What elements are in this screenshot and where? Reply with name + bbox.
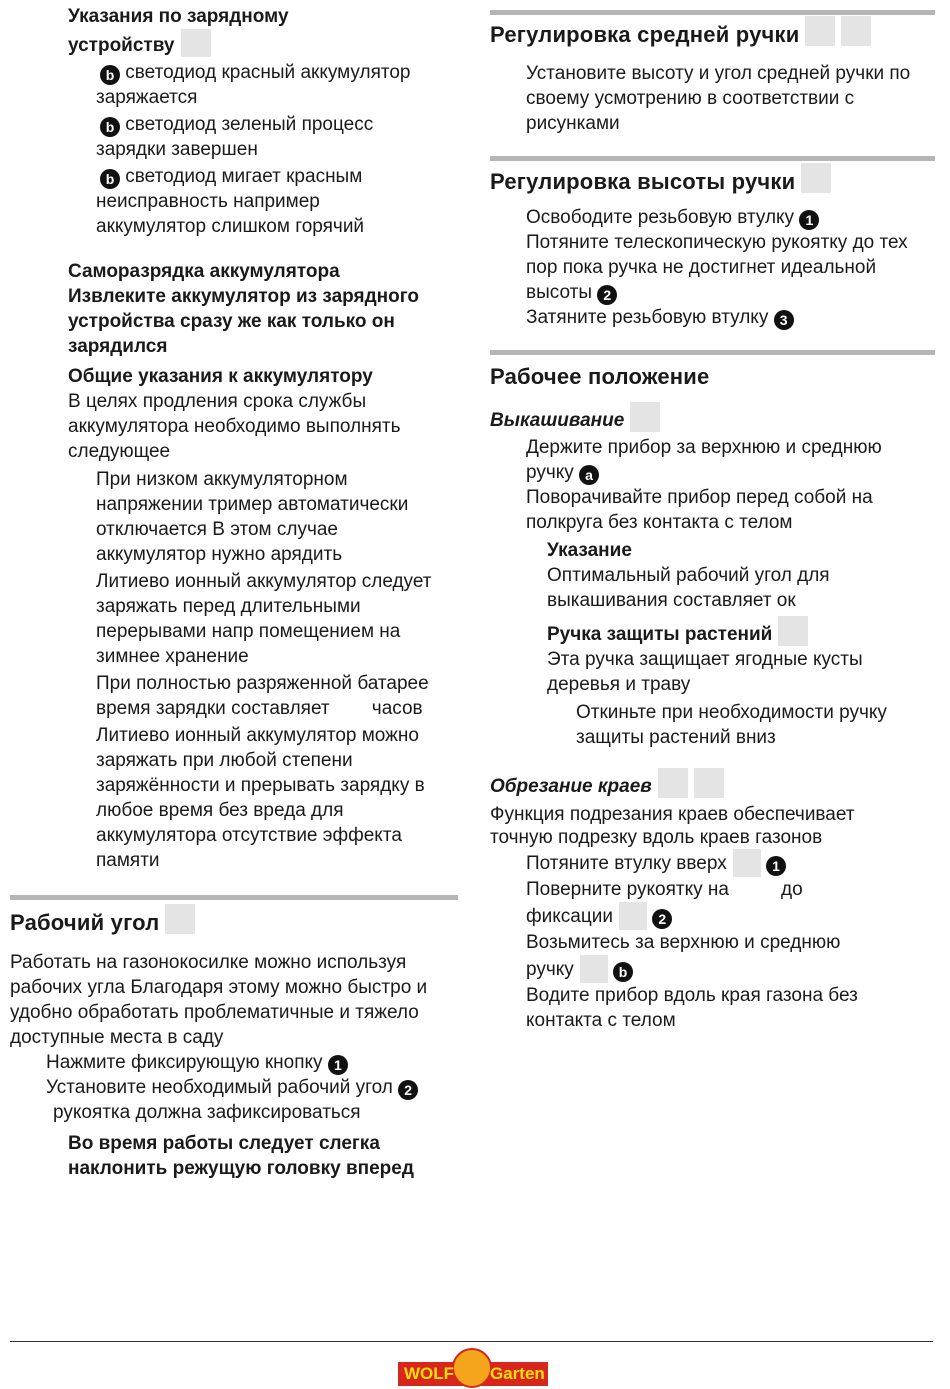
figure-ref-placeholder [658, 768, 688, 798]
battery-item-2: Литиево ионный аккумулятор следует заряжать перед длительными перерывами напр помещением на зимнее хранение [96, 571, 432, 667]
self-discharge-block: Саморазрядка аккумулятора Извлеките аккумулятор из зарядного устройства сразу же как только он зарядился [68, 261, 419, 357]
badge-2-icon: 2 [398, 1080, 418, 1100]
edge-step-1: Потяните втулку вверх 1 [490, 849, 935, 877]
wolf-garten-logo [398, 1348, 548, 1388]
figure-ref-placeholder [841, 16, 871, 46]
angle-note: Во время работы следует слегка наклонить режущую головку вперед [68, 1133, 414, 1179]
battery-item-1: При низком аккумуляторном напряжении тример автоматически отключается В этом случае аккумулятор нужно арядить [96, 469, 409, 565]
wolf-head-icon [452, 1348, 492, 1388]
logo-text-right: Garten [490, 1364, 545, 1383]
charger-title-line-1: Указания по зарядному [68, 6, 289, 27]
subsection-title-edging: Обрезание краев [490, 768, 935, 799]
badge-b-icon: b [100, 117, 120, 137]
figure-ref-placeholder [165, 904, 195, 934]
battery-intro: В целях продления срока службы аккумулятора необходимо выполнять следующее [68, 391, 401, 462]
badge-b-icon: b [613, 962, 633, 982]
mow-step-1-last: ручку a [490, 460, 935, 485]
figure-ref-placeholder [733, 849, 761, 877]
badge-2-icon: 2 [652, 909, 672, 929]
battery-item-4: Литиево ионный аккумулятор можно заряжать при любой степени заряжённости и прерывать зарядку в любое время без вреда для аккумулятора отсутствие эффекта памяти [96, 725, 425, 871]
section-title-work-position: Рабочее положение [490, 364, 710, 389]
badge-b-icon: b [100, 65, 120, 85]
badge-b-icon: b [100, 169, 120, 189]
edge-step-2-cont: фиксации 2 [490, 902, 935, 930]
left-column [10, 0, 458, 1181]
figure-ref-placeholder [619, 902, 647, 930]
badge-a-icon: a [579, 465, 599, 485]
height-step-3: Затяните резьбовую втулку 3 [490, 305, 935, 330]
section-title-mid-handle: Регулировка средней ручки [490, 16, 935, 50]
edge-step-2: Поверните рукоятку на до [526, 879, 803, 900]
mid-handle-text: Установите высоту и угол средней ручки по своему усмотрению в соответствии с рисунками [526, 63, 911, 134]
subsection-title-mowing: Выкашивание [490, 402, 935, 433]
badge-1-icon: 1 [799, 210, 819, 230]
angle-step-2-cont: рукоятка должна зафиксироваться [53, 1102, 361, 1123]
angle-step-1: Нажмите фиксирующую кнопку 1 [10, 1050, 458, 1075]
section-title-angle: Рабочий угол [10, 904, 458, 938]
badge-1-icon: 1 [766, 856, 786, 876]
footer-divider [10, 1341, 933, 1342]
figure-ref-placeholder [801, 163, 831, 193]
charger-item-3: b светодиод мигает красным неисправность например аккумулятор слишком горячий [96, 166, 365, 237]
figure-ref-placeholder [778, 616, 808, 646]
badge-1-icon: 1 [328, 1055, 348, 1075]
figure-ref-placeholder [694, 768, 724, 798]
section-title-height: Регулировка высоты ручки [490, 163, 935, 197]
hint-title: Указание [547, 540, 632, 561]
logo-text-left: WOLF [404, 1364, 455, 1383]
guard-title: Ручка защиты растений [490, 616, 935, 647]
battery-title: Общие указания к аккумулятору [68, 366, 373, 387]
figure-ref-placeholder [805, 16, 835, 46]
edge-step-3-last: ручку b [490, 955, 935, 983]
figure-ref-placeholder [630, 402, 660, 432]
right-column: Регулировка средней ручки Установите высоту и угол средней ручки по своему усмотрению в соответствии с рисунками Регулировка высоты ручки Освободите резьбовую втулку 1 Потяните телескопическую рукоятку до тех пор пока ручка не достигнет идеальной высоты 2 Затяните резьбовую втулку 3 Рабочее положение Выкашивание Держите прибор за верхнюю и среднюю ручку a Поворачивайте прибор перед собой на полкруга без контакта с телом Указание Оптимальный рабочий угол для выкашивания составляет ок Ручка защиты растений Эта ручка защищает ягодные кусты деревья и траву Откиньте при необходимости ручку защиты растений вниз Обрезание краев Функция подрезания краев обеспечивает точную подрезку вдоль краев газонов Потяните втулку вверх 1 Поверните рукоятку на до фиксации 2 Возьмитесь за верхнюю и среднюю ручку b Водите прибор вдоль края газона без контакта с телом [490, 0, 935, 1033]
charger-item-1: b светодиод красный аккумулятор заряжается [96, 62, 411, 108]
charger-title-line-2: устройству [10, 29, 458, 58]
badge-2-icon: 2 [597, 285, 617, 305]
figure-ref-placeholder [580, 955, 608, 983]
battery-item-3: При полностью разряженной батарее время зарядки составляет часов [96, 673, 429, 719]
angle-step-2: Установите необходимый рабочий угол 2 [10, 1075, 458, 1100]
height-step-1: Освободите резьбовую втулку 1 [490, 205, 935, 230]
figure-ref-placeholder [181, 29, 211, 57]
badge-3-icon: 3 [774, 310, 794, 330]
charger-item-2: b светодиод зеленый процесс зарядки завершен [96, 114, 374, 160]
height-step-2-last: высоты 2 [490, 280, 935, 305]
angle-intro: Работать на газонокосилке можно используя рабочих угла Благодаря этому можно быстро и удобно обработать проблематичные и тяжело доступные места в саду [10, 952, 428, 1048]
